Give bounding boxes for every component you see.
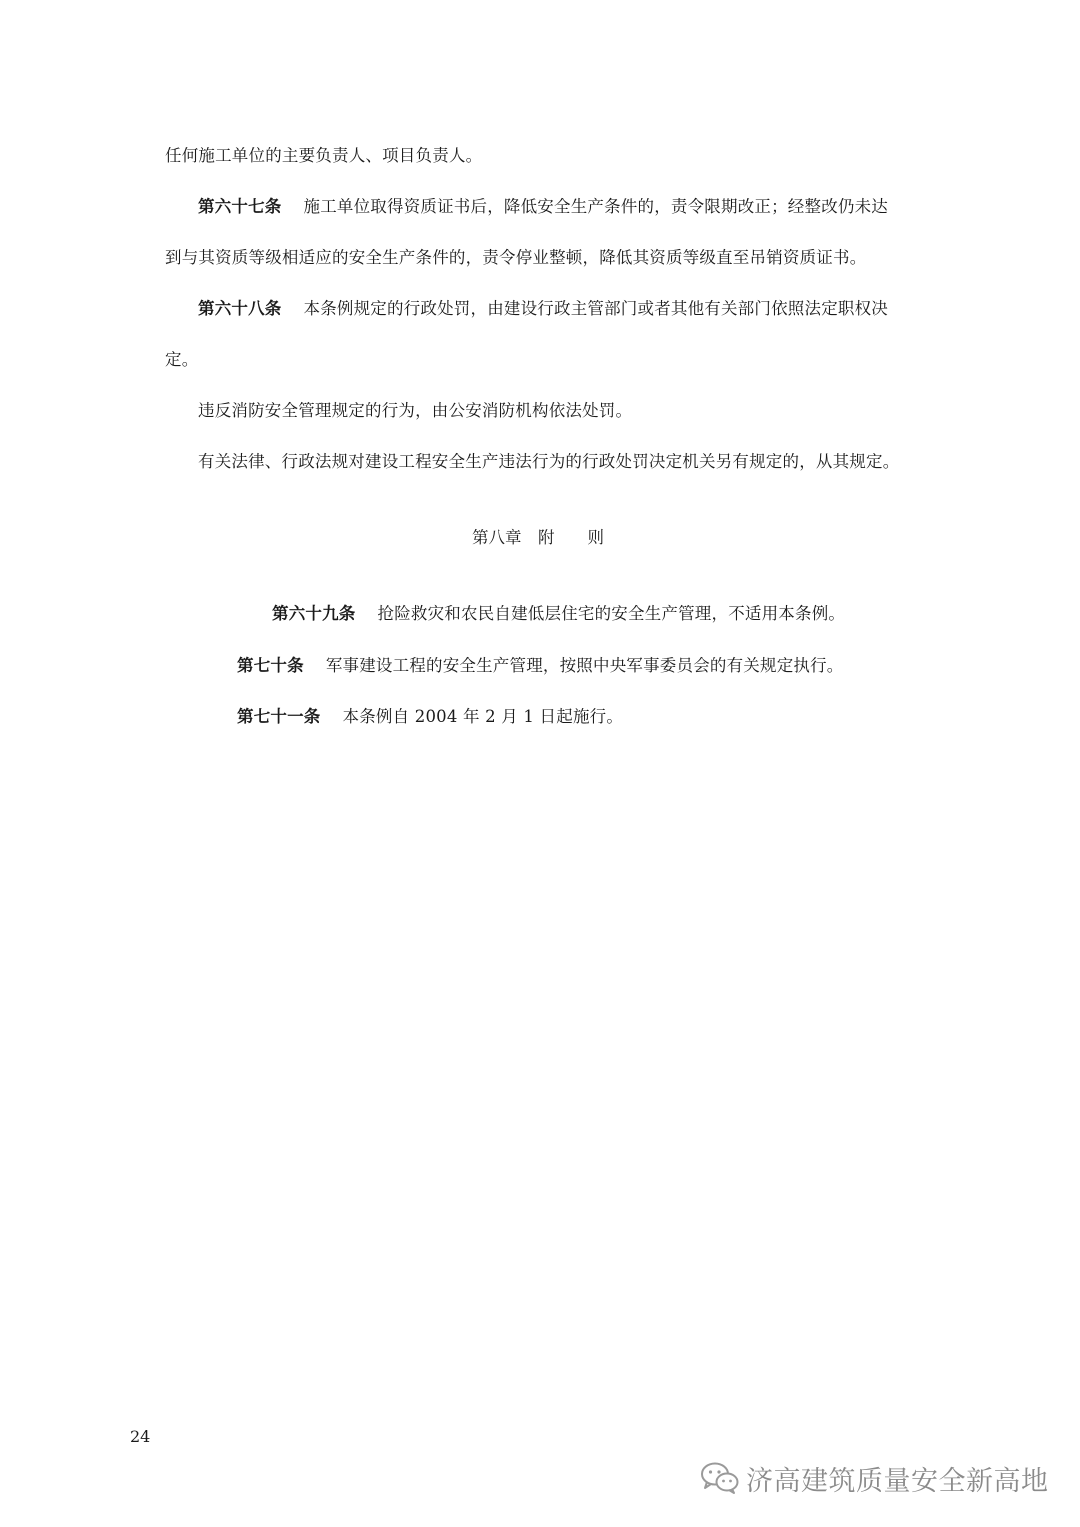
article-number: 第六十八条 (198, 299, 282, 318)
paragraph-line (198, 400, 632, 422)
line-text: 到与其资质等级相适应的安全生产条件的，责令停业整顿，降低其资质等级直至吊销资质证书。 (165, 248, 867, 267)
line-text: 违反消防安全管理规定的行为，由公安消防机构依法处罚。 (198, 401, 633, 420)
article-69 (272, 603, 845, 625)
article-number: 第七十条 (237, 656, 304, 675)
article-text: 施工单位取得资质证书后，降低安全生产条件的，责令限期改正；经整改仍未达 (303, 197, 888, 216)
paragraph-line (198, 451, 899, 473)
article-67 (198, 196, 888, 218)
article-text: 军事建设工程的安全生产管理，按照中央军事委员会的有关规定执行。 (325, 656, 844, 675)
wechat-icon (700, 1461, 740, 1495)
article-71 (237, 706, 623, 728)
article-number: 第六十九条 (272, 604, 356, 623)
article-number: 第六十七条 (198, 197, 282, 216)
line-text: 任何施工单位的主要负责人、项目负责人。 (165, 146, 483, 165)
paragraph-line (165, 145, 482, 167)
watermark-text: 济高建筑质量安全新高地 (746, 1465, 1049, 1497)
line-text: 定。 (165, 350, 199, 369)
paragraph-line (165, 349, 198, 371)
line-text: 有关法律、行政法规对建设工程安全生产违法行为的行政处罚决定机关另有规定的，从其规定。 (198, 452, 900, 471)
paragraph-line (165, 247, 866, 269)
article-number: 第七十一条 (237, 707, 321, 726)
watermark (700, 1458, 1049, 1498)
page-number: 24 (130, 1427, 151, 1446)
article-68 (198, 298, 888, 320)
article-text: 抢险救灾和农民自建低层住宅的安全生产管理，不适用本条例。 (377, 604, 846, 623)
article-text: 本条例规定的行政处罚，由建设行政主管部门或者其他有关部门依照法定职权决 (303, 299, 888, 318)
chapter-title: 第八章 附 则 (472, 528, 604, 547)
article-text: 本条例自 2004 年 2 月 1 日起施行。 (342, 707, 624, 726)
article-70 (237, 655, 844, 677)
